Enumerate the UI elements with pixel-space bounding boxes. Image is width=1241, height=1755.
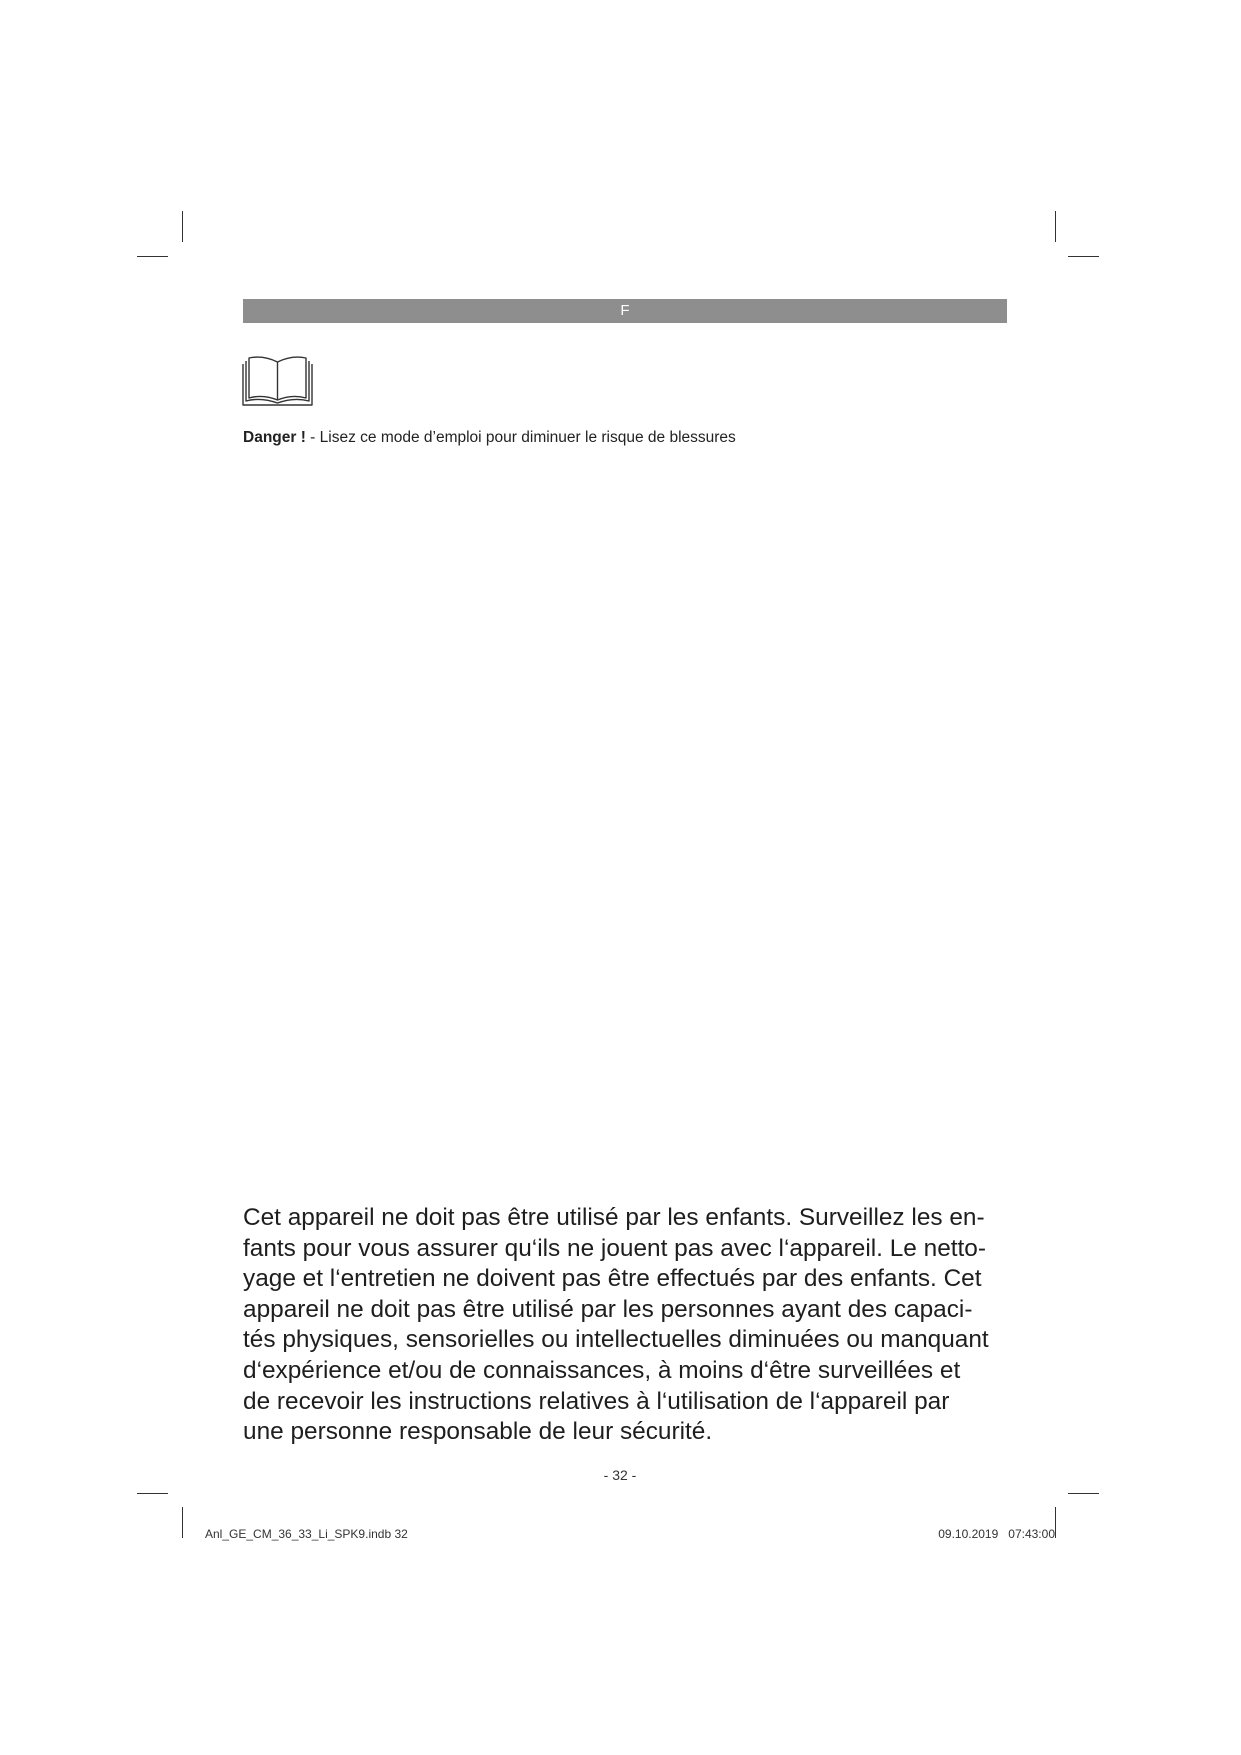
warning-text: - Lisez ce mode d’emploi pour diminuer le risque de blessures bbox=[305, 429, 736, 446]
crop-mark-bottom-left-horizontal bbox=[137, 1493, 168, 1494]
paragraph-line: Cet appareil ne doit pas être utilisé par les enfants. Surveillez les en- bbox=[243, 1204, 985, 1231]
crop-mark-bottom-left-vertical bbox=[182, 1507, 183, 1538]
crop-mark-bottom-right-horizontal bbox=[1068, 1493, 1099, 1494]
paragraph-line: yage et l‘entretien ne doivent pas être effectués par des enfants. Cet bbox=[243, 1265, 982, 1293]
paragraph-line: une personne responsable de leur sécurité. bbox=[243, 1418, 713, 1446]
crop-mark-top-right-horizontal bbox=[1068, 256, 1099, 257]
crop-mark-bottom-right-vertical bbox=[1055, 1507, 1056, 1538]
safety-paragraph bbox=[243, 1203, 1023, 1448]
footer-datetime: 09.10.2019 07:43:00 bbox=[938, 1527, 1055, 1541]
open-book-icon bbox=[241, 356, 314, 408]
paragraph-line: d‘expérience et/ou de connaissances, à moins d‘être surveillées et bbox=[243, 1356, 961, 1384]
paragraph-line: tés physiques, sensorielles ou intellectuelles diminuées ou manquant bbox=[243, 1326, 989, 1354]
page-number: - 32 - bbox=[603, 1467, 637, 1483]
language-header-bar bbox=[243, 299, 1007, 323]
crop-mark-top-right-vertical bbox=[1055, 211, 1056, 242]
safety-warning bbox=[243, 428, 1043, 448]
paragraph-line: de recevoir les instructions relatives à l‘utilisation de l‘appareil par bbox=[243, 1387, 950, 1415]
warning-label: Danger ! bbox=[243, 429, 306, 446]
paragraph-line: fants pour vous assurer qu‘ils ne jouent pas avec l‘appareil. Le netto- bbox=[243, 1234, 986, 1262]
footer-file-name: Anl_GE_CM_36_33_Li_SPK9.indb 32 bbox=[205, 1527, 408, 1541]
crop-mark-top-left-horizontal bbox=[137, 256, 168, 257]
language-code: F bbox=[620, 302, 630, 319]
paragraph-line: appareil ne doit pas être utilisé par les personnes ayant des capaci- bbox=[243, 1295, 973, 1323]
crop-mark-top-left-vertical bbox=[182, 211, 183, 242]
